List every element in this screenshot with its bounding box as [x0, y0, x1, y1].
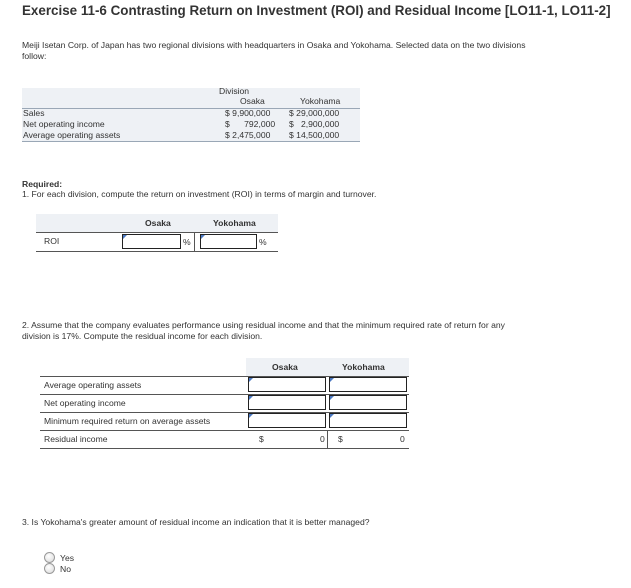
row-label-assets: Average operating assets [23, 130, 121, 140]
required-label: Required: [22, 179, 63, 189]
radio-yes[interactable] [44, 552, 55, 563]
input-marker [249, 414, 253, 418]
roi-row-label: ROI [44, 236, 60, 246]
roi-osaka-input[interactable] [122, 234, 181, 249]
input-marker [249, 378, 253, 382]
ri-osaka-currency: $ [259, 434, 264, 444]
roi-yokohama-percent: % [259, 237, 267, 247]
ri-row-label: Average operating assets [44, 380, 142, 390]
row-label-sales: Sales [23, 108, 45, 118]
ri-noi-osaka-input[interactable] [248, 395, 326, 410]
input-marker [330, 396, 334, 400]
radio-no[interactable] [44, 563, 55, 574]
input-marker [123, 235, 127, 239]
roi-col-osaka: Osaka [145, 218, 171, 228]
option-yes-label: Yes [60, 553, 75, 563]
ri-col-osaka: Osaka [272, 362, 298, 372]
row-label-noi: Net operating income [23, 119, 105, 129]
input-marker [201, 235, 205, 239]
noi-yokohama: $ 2,900,000 [289, 119, 340, 129]
question-2: 2. Assume that the company evaluates performance using residual income and that the minimum required rate of return for any division is 17%. Compute the residual income for each division. [22, 320, 505, 341]
page-title: Exercise 11-6 Contrasting Return on Investment (ROI) and Residual Income [LO11-1, LO11-2] [22, 3, 611, 18]
col-osaka-header: Osaka [240, 96, 265, 106]
input-marker [330, 414, 334, 418]
division-header: Division [219, 86, 250, 96]
input-marker [330, 378, 334, 382]
ri-row-label: Minimum required return on average assets [44, 416, 211, 426]
roi-col-yokohama: Yokohama [213, 218, 256, 228]
noi-osaka: $ 792,000 [225, 119, 276, 129]
ri-row-label: Net operating income [44, 398, 126, 408]
option-no-label: No [60, 564, 71, 574]
ri-yokohama-result: 0 [400, 434, 405, 444]
sales-osaka: $ 9,900,000 [225, 108, 271, 118]
ri-noi-yokohama-input[interactable] [329, 395, 407, 410]
residual-income-label: Residual income [44, 434, 108, 444]
col-yokohama-header: Yokohama [300, 96, 341, 106]
ri-min-return-osaka-input[interactable] [248, 413, 326, 428]
assets-yokohama: $ 14,500,000 [289, 130, 340, 140]
ri-yokohama-currency: $ [338, 434, 343, 444]
question-3: 3. Is Yokohama's greater amount of residual income an indication that it is better managed? [22, 517, 370, 527]
input-marker [249, 396, 253, 400]
roi-osaka-percent: % [183, 237, 191, 247]
ri-min-return-yokohama-input[interactable] [329, 413, 407, 428]
sales-yokohama: $ 29,000,000 [289, 108, 340, 118]
assets-osaka: $ 2,475,000 [225, 130, 271, 140]
ri-col-yokohama: Yokohama [342, 362, 385, 372]
ri-assets-osaka-input[interactable] [248, 377, 326, 392]
intro-text: Meiji Isetan Corp. of Japan has two regional divisions with headquarters in Osaka and Yokohama. Selected data on the two divisions follow: [22, 40, 526, 61]
ri-assets-yokohama-input[interactable] [329, 377, 407, 392]
question-1: 1. For each division, compute the return on investment (ROI) in terms of margin and turnover. [22, 189, 377, 199]
ri-osaka-result: 0 [320, 434, 325, 444]
roi-yokohama-input[interactable] [200, 234, 257, 249]
